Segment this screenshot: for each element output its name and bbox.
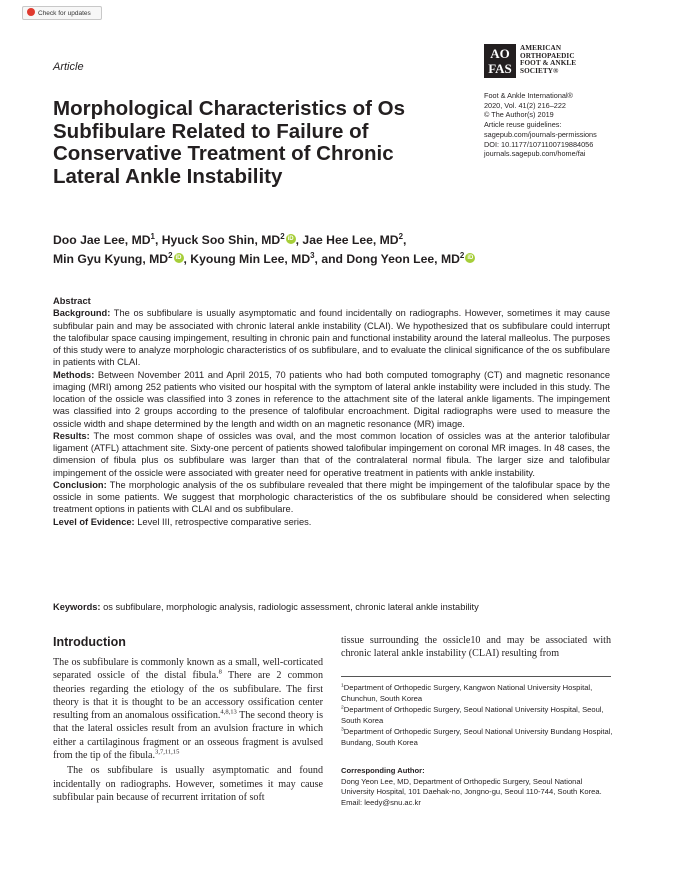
author: Doo Jae Lee, $MD^1$ <box>53 231 155 247</box>
affiliation: $^1$Department of Orthopedic Surgery, Kangwon National University Hospital, Chunchun, South Korea <box>341 683 593 703</box>
corresponding-author <box>341 766 616 808</box>
permissions-link[interactable]: sagepub.com/journals-permissions <box>484 129 597 139</box>
article-type: Article <box>53 61 84 73</box>
doi[interactable]: DOI: 10.1177/1071100719884056 <box>484 139 594 149</box>
logo-text-line: SOCIETY® <box>520 66 559 75</box>
update-icon <box>27 8 35 16</box>
journal-volume: 2020, Vol. 41(2) 216–222 <box>484 100 566 110</box>
body-paragraph: The os subfibulare is commonly known as a small, well-corticated separated ossicle of the distal fibula.$^8$ There are 2 common theories regarding the etiology of the os subfibulare. The first theory is that it is thought to be an accessory ossification center resulting from an anomalous ossification.$^{4,8,13}$ The second theory is that the lateral ossicles result from an avulsion fracture in which either a cartilaginous fragment or an osseous fragment is avulsed from the tip of the fibula.$^{3,7,11,15}$ <box>53 657 324 762</box>
corresponding-email[interactable]: Email: leedy@snu.ac.kr <box>341 797 421 807</box>
author-list: Doo Jae Lee, $MD^1$, Hyuck Soo Shin, $MD^2$ iD , Jae Hee Lee, $MD^2$, Min Gyu Kyung, $MD^2$ iD , Kyoung Min Lee, $MD^3$, and Dong Yeon Lee, $MD^2$ iD <box>53 231 474 266</box>
society-logo <box>484 44 634 80</box>
abstract-background: Background: The os subfibulare is usually asymptomatic and found incidentally on radiographs. However, sometimes it may cause subfibular pain and may be associated with chronic lateral ankle instability (CLAI). We hypothesized that os subfibulare could interrupt the talofibular space causing impingement, resulting in chronic pain and functional instability around the lateral malleolus. The purposes of this study were to analyze morphologic characteristics of os subfibulare, and to evaluate the clinical significance of the os subfibulare in patients with CLAI. <box>53 308 610 368</box>
author: Kyoung Min Lee, $MD^3$ <box>190 250 315 266</box>
footnote-divider <box>341 676 611 677</box>
keywords: Keywords: os subfibulare, morphologic analysis, radiologic assessment, chronic lateral ankle instability <box>53 602 479 612</box>
author: Jae Hee Lee, $MD^2$ <box>302 231 404 247</box>
abstract-level-of-evidence: Level of Evidence: Level III, retrospective comparative series. <box>53 516 312 527</box>
author: Dong Yeon Lee, $MD^2$ iD <box>346 250 474 266</box>
abstract-results: Results: The most common shape of ossicles was oval, and the most common location of ossicles was at the anterior talofibular ligament (ATFL) attachment site. Sixty-one percent of patients showed talofibular impingement on coronal MR images. In 48 cases, the dimension of fibula plus os subfibulare was larger than that of the contralateral normal fibula. The larger size and talofibular impingement of the ossicle were associated with greater need for operative treatment in patients with ankle instability. <box>53 430 610 478</box>
reuse-label: Article reuse guidelines: <box>484 120 562 130</box>
affiliation: $^2$Department of Orthopedic Surgery, Seoul National University Hospital, Seoul, South Korea <box>341 705 604 725</box>
journal-meta <box>484 91 597 159</box>
journal-name: Foot & Ankle International® <box>484 91 573 100</box>
orcid-icon[interactable]: iD <box>175 254 182 261</box>
corresponding-address: Dong Yeon Lee, MD, Department of Orthopedic Surgery, Seoul National University Hospital, 101 Daehak-no, Jongno-gu, Seoul 110-744, South Korea. <box>341 776 602 797</box>
abstract <box>53 295 610 528</box>
logo-mark-line: AO <box>490 46 510 61</box>
orcid-icon[interactable]: iD <box>287 235 294 242</box>
paper-title: Morphological Characteristics of Os Subfibulare Related to Failure of Conservative Treatment of Chronic Lateral Ankle Instability <box>53 97 405 188</box>
check-for-updates-badge[interactable] <box>22 6 102 20</box>
logo-mark <box>484 44 516 78</box>
affiliation: $^3$Department of Orthopedic Surgery, Seoul National University Bundang Hospital, Bundang, South Korea <box>341 727 613 747</box>
affiliations <box>341 683 616 750</box>
abstract-methods: Methods: Between November 2011 and April 2015, 70 patients who had both computed tomography (CT) and magnetic resonance imaging (MRI) among 252 patients who visited our hospital with the symptom of lateral ankle instability were included in this study. The location of the ossicle was classified into 3 zones in reference to the attachment site of the lateral ankle ligaments. The impingement was classified into 2 groups according to the presence of talofibular encroachment. Digital radiographs were used to measure the ossicle width and shape determined by the length and width on an magnetic resonance (MR) image. <box>53 369 610 429</box>
logo-text-line: AMERICAN <box>520 44 562 52</box>
body-paragraph: The os subfibulare is usually asymptomatic and found incidentally on radiographs. However, sometimes it may cause subfibular pain because of recurrent irritation of soft <box>53 765 323 803</box>
journal-home-link[interactable]: journals.sagepub.com/home/fai <box>484 149 586 159</box>
abstract-conclusion: Conclusion: The morphologic analysis of the os subfibulare revealed that there might be impingement of the talofibular space by the ossicle in some patients. We suggest that morphologic characteristics of the os subfibulare should be considered when selecting treatment options in patients with CLAI and os subfibulare. <box>53 479 610 515</box>
abstract-heading: Abstract <box>53 296 91 306</box>
body-column-left <box>53 656 323 804</box>
introduction-heading: Introduction <box>53 635 126 649</box>
copyright: © The Author(s) 2019 <box>484 110 554 120</box>
body-column-right <box>341 634 611 661</box>
logo-text-line: ORTHOPAEDIC <box>520 51 575 60</box>
author: Hyuck Soo Shin, $MD^2$ iD <box>161 231 294 247</box>
logo-mark-line: FAS <box>488 61 512 76</box>
corresponding-heading: Corresponding Author: <box>341 766 425 775</box>
badge-label: Check for updates <box>38 10 91 17</box>
logo-text <box>520 45 576 75</box>
orcid-icon[interactable]: iD <box>467 254 474 261</box>
author: Min Gyu Kyung, $MD^2$ iD <box>53 250 182 266</box>
body-paragraph: tissue surrounding the ossicle10 and may be associated with chronic lateral ankle instability (CLAI) resulting from <box>341 635 611 660</box>
logo-text-line: FOOT & ANKLE <box>520 59 577 68</box>
